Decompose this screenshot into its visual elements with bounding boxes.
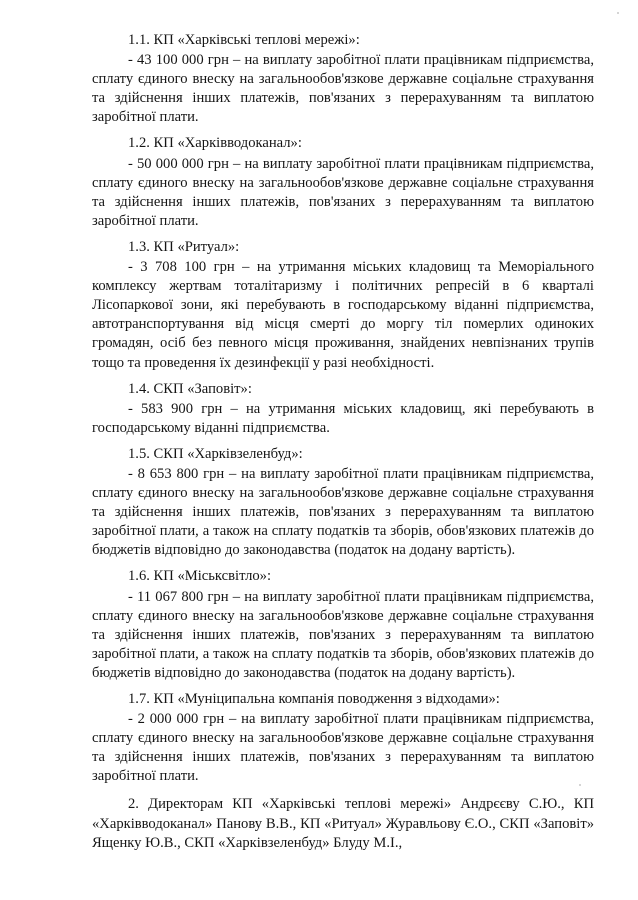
section-1-2 — [92, 134, 594, 230]
section-1-6 — [92, 567, 594, 683]
section-heading: 1.4. СКП «Заповіт»: — [128, 380, 252, 397]
section-text: - 50 000 000 грн – на виплату заробітної плати працівникам підприємства, сплату єдиного внеску на загальнообов'язкове державне соціальне страхування та здійснення інших платежів, пов'язаних з перерахуванням та виплатою заробітної плати. — [92, 155, 594, 229]
section-heading: 1.3. КП «Ритуал»: — [128, 238, 240, 255]
section-text: - 43 100 000 грн – на виплату заробітної плати працівникам підприємства, сплату єдиного внеску на загальнообов'язкове державне соціальне страхування та здійснення інших платежів, пов'язаних з перерахуванням та виплатою заробітної плати. — [92, 52, 594, 126]
section-1-4 — [92, 380, 594, 438]
section-text: - 8 653 800 грн – на виплату заробітної плати працівникам підприємства, сплату єдиного внеску на загальнообов'язкове державне соціальне страхування та здійснення інших платежів, пов'язаних з перерахуванням та виплатою заробітної плати, а також на сплату податків та зборів, обов'язкових платежів до бюджетів відповідно до законодавства (податок на додану вартість). — [92, 465, 594, 559]
section-1-5 — [92, 445, 594, 561]
section-1-3 — [92, 238, 594, 373]
section-text: - 583 900 грн – на утримання міських кладовищ, які перебувають в господарському віданні підприємства. — [92, 400, 594, 436]
section-text: - 3 708 100 грн – на утримання міських кладовищ та Меморіального комплексу жертвам тоталітаризму і політичних репресій в 6 кварталі Лісопаркової зони, які перебувають в господарському віданні підприємства, автотранспортування від місця смерті до моргу тіл померлих одиноких громадян, осіб без певного місця проживання, знайдених невпізнаних трупів тощо та проведення їх дезинфекції у разі необхідності. — [92, 259, 594, 371]
section-heading: 1.5. СКП «Харківзеленбуд»: — [128, 445, 303, 462]
section-1-1 — [92, 31, 594, 127]
section-1-7 — [92, 690, 594, 786]
scan-speck — [617, 12, 619, 14]
section-heading: 1.1. КП «Харківські теплові мережі»: — [128, 32, 360, 48]
final-paragraph: 2. Директорам КП «Харківські теплові мережі» Андрєєву С.Ю., КП «Харківводоканал» Панову В.В., КП «Ритуал» Журавльову Є.О., СКП «Заповіт» Ященку Ю.В., СКП «Харківзеленбуд» Блуду М.І., — [92, 796, 594, 851]
section-heading: 1.6. КП «Міськсвітло»: — [128, 568, 272, 585]
document-body — [92, 31, 594, 853]
section-heading: 1.7. КП «Муніципальна компанія поводження з відходами»: — [128, 691, 500, 707]
section-heading: 1.2. КП «Харківводоканал»: — [128, 135, 302, 152]
section-text: - 2 000 000 грн – на виплату заробітної плати працівникам підприємства, сплату єдиного внеску на загальнообов'язкове державне соціальне страхування та здійснення інших платежів, пов'язаних з перерахуванням та виплатою заробітної плати. — [92, 711, 594, 785]
section-text: - 11 067 800 грн – на виплату заробітної плати працівникам підприємства, сплату єдиного внеску на загальнообов'язкове державне соціальне страхування та здійснення інших платежів, пов'язаних з перерахуванням та виплатою заробітної плати, а також на сплату податків та зборів, обов'язкових платежів до бюджетів відповідно до законодавства (податок на додану вартість). — [92, 588, 594, 681]
scan-speck — [579, 784, 581, 786]
